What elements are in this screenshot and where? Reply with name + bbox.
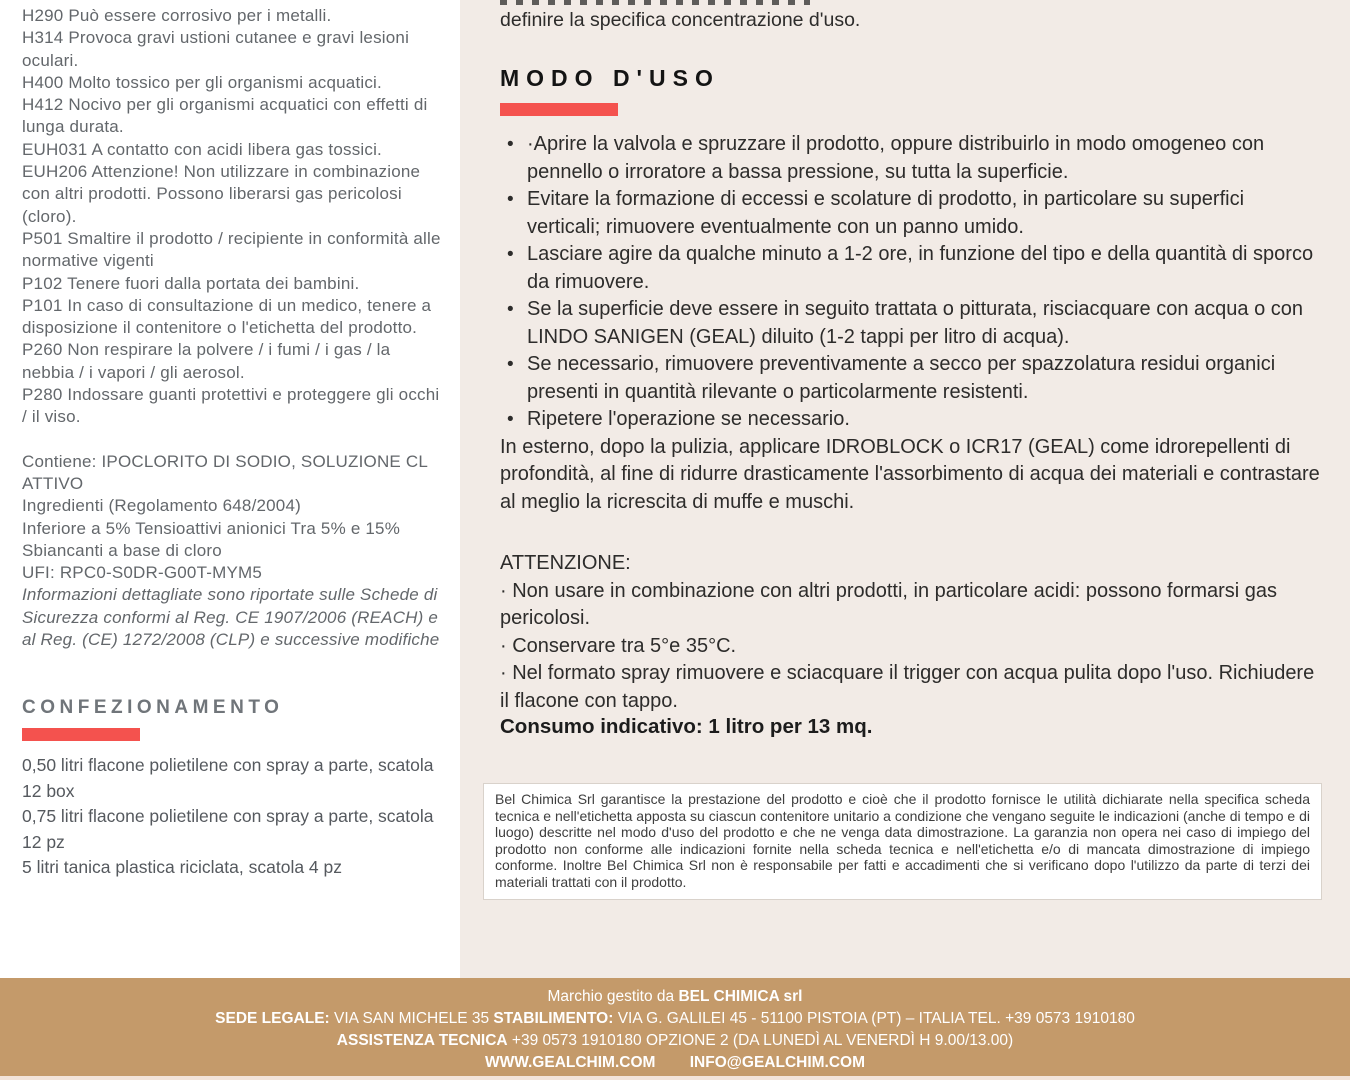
- footer: [0, 978, 1350, 1076]
- attenzione-item: · Nel formato spray rimuovere e sciacquare il trigger con acqua pulita dopo l'uso. Richiudere il flacone con tappo.: [500, 662, 1315, 712]
- footer-brand-prefix: Marchio gestito da: [547, 988, 675, 1005]
- ingredients-regulation-line: Ingredienti (Regolamento 648/2004): [22, 496, 301, 516]
- hazard-statement-h314: H314 Provoca gravi ustioni cutanee e gravi lesioni oculari.: [22, 28, 410, 70]
- footer-company-name: BEL CHIMICA srl: [678, 988, 803, 1005]
- composition-section: [22, 451, 442, 562]
- confezionamento-heading: CONFEZIONAMENTO: [22, 697, 284, 719]
- modo-duso-heading: MODO D'USO: [500, 65, 720, 91]
- attenzione-heading: ATTENZIONE:: [500, 552, 631, 574]
- page-bottom-strip: [0, 1076, 1350, 1080]
- hazard-statements: [22, 5, 442, 429]
- usage-instruction: • ·Aprire la valvola e spruzzare il prodotto, oppure distribuirlo in modo omogeneo con pennello o irroratore a bassa pressione, su tutta la superficie.: [500, 131, 1322, 186]
- email-link[interactable]: INFO@GEALCHIM.COM: [689, 1054, 866, 1071]
- usage-instruction: • Se necessario, rimuovere preventivamente a secco per spazzolatura residui organici presenti in quantità rilevante o particolarmente resistenti.: [500, 351, 1322, 406]
- intro-continuation-line: definire la specifica concentrazione d'uso.: [500, 9, 861, 31]
- packaging-list: [22, 753, 442, 880]
- ufi-code: UFI: RPC0-S0DR-G00T-MYM5: [22, 563, 263, 583]
- cropped-text-remnant: [500, 0, 810, 5]
- attenzione-item: · Non usare in combinazione con altri prodotti, in particolare acidi: possono formarsi gas pericolosi.: [500, 579, 1278, 629]
- packaging-item: 5 litri tanica plastica riciclata, scatola 4 pz: [22, 856, 342, 877]
- usage-instruction: • Ripetere l'operazione se necessario.: [500, 406, 1322, 434]
- footer-address-line: [0, 1008, 1350, 1030]
- safety-data-sheet-note: Informazioni dettagliate sono riportate sulle Schede di Sicurezza conformi al Reg. CE 1907/2006 (REACH) e al Reg. (CE) 1272/2008 (CLP) e successive modifiche: [22, 585, 440, 650]
- precaution-statement-p280: P280 Indossare guanti protettivi e proteggere gli occhi / il viso.: [22, 385, 440, 427]
- footer-assistance-line: [0, 1030, 1350, 1052]
- attenzione-section: [500, 550, 1322, 715]
- hazard-statement-h412: H412 Nocivo per gli organismi acquatici con effetti di lunga durata.: [22, 95, 428, 137]
- footer-assistenza-label: ASSISTENZA TECNICA: [336, 1032, 508, 1049]
- accent-bar: [22, 728, 140, 741]
- attenzione-item: · Conservare tra 5°e 35°C.: [500, 634, 737, 657]
- packaging-item: 0,50 litri flacone polietilene con spray a parte, scatola 12 box: [22, 755, 434, 801]
- ingredients-percent-line: Inferiore a 5% Tensioattivi anionici Tra 5% e 15% Sbiancanti a base di cloro: [22, 518, 401, 560]
- hazard-statement-euh206: EUH206 Attenzione! Non utilizzare in combinazione con altri prodotti. Possono liberarsi gas pericolosi (cloro).: [22, 162, 421, 226]
- precaution-statement-p260: P260 Non respirare la polvere / i fumi / i gas / la nebbia / i vapori / gli aerosol.: [22, 340, 391, 382]
- footer-sede-label: SEDE LEGALE:: [215, 1010, 330, 1027]
- consumption-rate: Consumo indicativo: 1 litro per 13 mq.: [500, 715, 873, 738]
- usage-instruction: • Se la superficie deve essere in seguito trattata o pitturata, risciacquare con acqua o con LINDO SANIGEN (GEAL) diluito (1-2 tappi per litro di acqua).: [500, 296, 1322, 351]
- warranty-disclaimer-box: Bel Chimica Srl garantisce la prestazione del prodotto e cioè che il prodotto fornisce le utilità dichiarate nella specifica scheda tecnica e nell'etichetta apposta su ciascun contenitore unitario a condizione che vengano seguite le indicazioni (anche di tempo e di luogo) descritte nel modo d'uso del prodotto e che ne venga data dimostrazione. La garanzia non opera nei caso di impiego del prodotto non conforme alle indicazioni fornite nella scheda tecnica e nell'etichetta e/o di mancata dimostrazione di impiego conforme. Inoltre Bel Chimica Srl non è responsabile per fatti e accadimenti che si verificano dopo l'utilizzo da parte di terzi dei materiali trattati con il prodotto.: [483, 783, 1322, 900]
- contains-line: Contiene: IPOCLORITO DI SODIO, SOLUZIONE CL ATTIVO: [22, 451, 428, 493]
- hazard-statement-h290: H290 Può essere corrosivo per i metalli.: [22, 6, 332, 25]
- footer-assistenza-value: +39 0573 1910180 OPZIONE 2 (DA LUNEDÌ AL VENERDÌ H 9.00/13.00): [511, 1032, 1014, 1049]
- precaution-statement-p102: P102 Tenere fuori dalla portata dei bambini.: [22, 273, 360, 293]
- accent-bar: [500, 103, 618, 116]
- footer-contacts-line: [0, 1052, 1350, 1074]
- right-column: [460, 0, 1350, 978]
- hazard-statement-euh031: EUH031 A contatto con acidi libera gas tossici.: [22, 139, 382, 159]
- packaging-item: 0,75 litri flacone polietilene con spray a parte, scatola 12 pz: [22, 806, 434, 852]
- footer-brand-line: [0, 986, 1350, 1008]
- usage-instructions-list: [500, 131, 1322, 434]
- exterior-application-paragraph: In esterno, dopo la pulizia, applicare IDROBLOCK o ICR17 (GEAL) come idrorepellenti di profondità, al fine di ridurre drasticamente l'assorbimento di acqua dei materiali e contrastare al meglio la ricrescita di muffe e muschi.: [500, 435, 1320, 513]
- footer-stabilimento-value: VIA G. GALILEI 45 - 51100 PISTOIA (PT) – ITALIA TEL. +39 0573 1910180: [617, 1010, 1135, 1027]
- footer-stabilimento-label: STABILIMENTO:: [493, 1010, 614, 1027]
- precaution-statement-p501: P501 Smaltire il prodotto / recipiente in conformità alle normative vigenti: [22, 228, 441, 271]
- footer-sede-value: VIA SAN MICHELE 35: [334, 1010, 490, 1027]
- hazard-statement-h400: H400 Molto tossico per gli organismi acquatici.: [22, 72, 382, 92]
- website-link[interactable]: WWW.GEALCHIM.COM: [484, 1054, 656, 1071]
- usage-instruction: • Evitare la formazione di eccessi e scolature di prodotto, in particolare su superfici verticali; rimuovere eventualmente con un panno umido.: [500, 186, 1322, 241]
- usage-instruction: • Lasciare agire da qualche minuto a 1-2 ore, in funzione del tipo e della quantità di sporco da rimuovere.: [500, 241, 1322, 296]
- left-column: [0, 0, 460, 978]
- precaution-statement-p101: P101 In caso di consultazione di un medico, tenere a disposizione il contenitore o l'etichetta del prodotto.: [22, 295, 432, 338]
